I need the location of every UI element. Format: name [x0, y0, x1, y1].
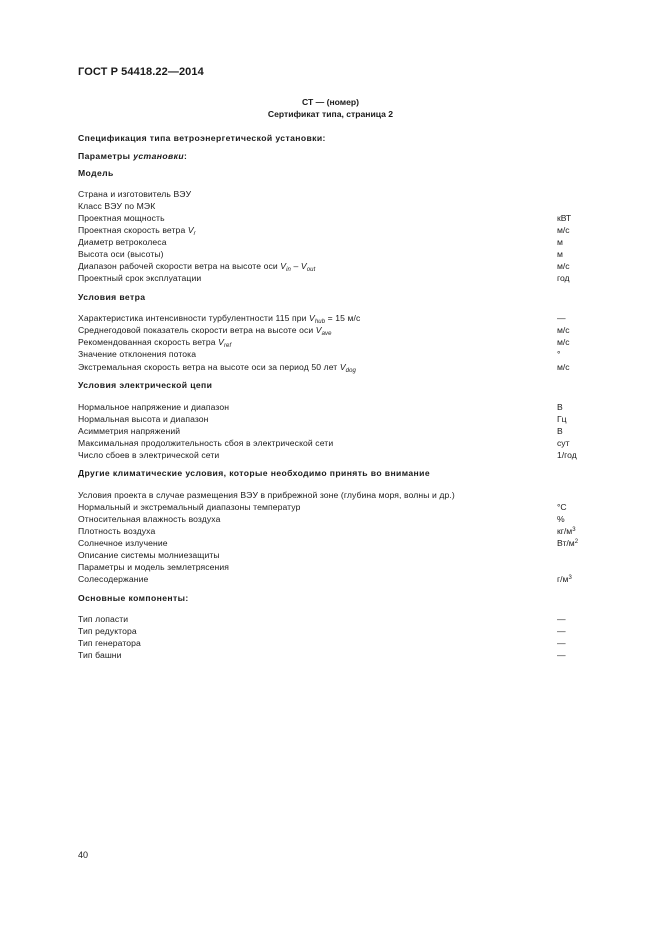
- climate-row: [78, 549, 593, 561]
- row-label: Диаметр ветроколеса: [78, 237, 167, 247]
- wind-row: [78, 336, 593, 348]
- wind-row: [78, 361, 593, 373]
- symbol-v: V: [308, 313, 315, 323]
- wind-row: [78, 324, 593, 336]
- symbol-v: V: [315, 325, 322, 335]
- parameters-suffix: :: [184, 151, 188, 161]
- symbol-subscript: in: [286, 267, 291, 273]
- row-label: Значение отклонения потока: [78, 349, 197, 359]
- row-label: [78, 260, 315, 272]
- row-unit: —: [557, 650, 566, 660]
- electric-row: [78, 425, 593, 437]
- row-unit: В: [557, 426, 563, 436]
- symbol-v: V: [300, 261, 307, 271]
- label-text: Экстремальная скорость ветра на высоте оси за период 50 лет: [78, 362, 340, 372]
- row-label: Солнечное излучение: [78, 538, 168, 548]
- row-unit: м: [557, 237, 563, 247]
- parameters-italic: установки: [133, 151, 185, 161]
- symbol-subscript: out: [306, 267, 316, 273]
- electric-row: [78, 401, 593, 413]
- row-unit: Гц: [557, 414, 567, 424]
- unit-exponent: 3: [568, 575, 572, 581]
- certificate-number: СТ — (номер): [301, 97, 360, 107]
- row-unit: [557, 525, 576, 537]
- row-unit: [557, 573, 572, 585]
- row-label: [78, 324, 332, 336]
- parameters-prefix: Параметры: [78, 151, 134, 161]
- symbol-subscript: dog: [345, 368, 356, 374]
- row-unit: 1/год: [557, 450, 577, 460]
- component-row: [78, 637, 593, 649]
- model-heading: Модель: [78, 168, 114, 178]
- label-suffix: = 15 м/с: [325, 313, 361, 323]
- symbol-v: V: [280, 261, 287, 271]
- component-row: [78, 613, 593, 625]
- row-label: Нормальный и экстремальный диапазоны температур: [78, 502, 301, 512]
- row-label: Максимальная продолжительность сбоя в электрической сети: [78, 438, 334, 448]
- row-label: Тип лопасти: [78, 614, 129, 624]
- climate-row: [78, 525, 593, 537]
- range-dash: –: [291, 261, 301, 271]
- label-text: Диапазон рабочей скорости ветра на высоте оси: [78, 261, 281, 271]
- electric-row: [78, 437, 593, 449]
- model-row: [78, 188, 593, 200]
- symbol-subscript: ave: [321, 331, 332, 337]
- row-label: Описание системы молниезащиты: [78, 550, 220, 560]
- row-label: [78, 336, 231, 348]
- row-label: Проектная мощность: [78, 213, 165, 223]
- model-row: [78, 248, 593, 260]
- label-text: Рекомендованная скорость ветра: [78, 337, 219, 347]
- row-unit: °С: [557, 502, 567, 512]
- model-row: [78, 212, 593, 224]
- electric-row: [78, 413, 593, 425]
- row-label: Плотность воздуха: [78, 526, 156, 536]
- row-label: Число сбоев в электрической сети: [78, 450, 220, 460]
- symbol-subscript: hub: [314, 319, 326, 325]
- row-unit: —: [557, 614, 566, 624]
- row-label: Страна и изготовитель ВЭУ: [78, 189, 192, 199]
- model-row: [78, 260, 593, 272]
- page-number: 40: [78, 850, 89, 860]
- row-unit: м/с: [557, 337, 570, 347]
- unit-text: Вт/м: [557, 538, 575, 548]
- row-label: Тип башни: [78, 650, 122, 660]
- components-heading: Основные компоненты:: [78, 593, 189, 603]
- label-text: Характеристика интенсивности турбулентности 115 при: [78, 313, 309, 323]
- row-unit: м/с: [557, 362, 570, 372]
- row-label: Условия проекта в случае размещения ВЭУ в прибрежной зоне (глубина моря, волны и др.): [78, 490, 455, 500]
- row-label: Относительная влажность воздуха: [78, 514, 221, 524]
- row-unit: В: [557, 402, 563, 412]
- row-label: Проектный срок эксплуатации: [78, 273, 202, 283]
- climate-heading: Другие климатические условия, которые необходимо принять во внимание: [78, 468, 431, 478]
- label-text: Среднегодовой показатель скорости ветра на высоте оси: [78, 325, 316, 335]
- row-label: [78, 361, 356, 373]
- symbol-v: V: [187, 225, 194, 235]
- climate-row: [78, 489, 593, 501]
- row-label: [78, 312, 360, 324]
- row-label: Солесодержание: [78, 574, 149, 584]
- model-row: [78, 272, 593, 284]
- unit-text: кг/м: [557, 526, 573, 536]
- wind-row: [78, 312, 593, 324]
- row-label: Нормальная высота и диапазон: [78, 414, 209, 424]
- model-row: [78, 200, 593, 212]
- row-label: [78, 224, 196, 236]
- row-unit: —: [557, 638, 566, 648]
- component-row: [78, 649, 593, 661]
- row-unit: м/с: [557, 225, 570, 235]
- row-label: Нормальное напряжение и диапазон: [78, 402, 230, 412]
- wind-row: [78, 348, 593, 360]
- certificate-page-title: Сертификат типа, страница 2: [267, 109, 394, 119]
- specification-title: Спецификация типа ветроэнергетической установки:: [78, 133, 326, 143]
- model-row: [78, 236, 593, 248]
- row-label: Тип генератора: [78, 638, 141, 648]
- row-unit: —: [557, 313, 566, 323]
- component-row: [78, 625, 593, 637]
- document-header: ГОСТ Р 54418.22—2014: [78, 66, 204, 78]
- unit-exponent: 2: [574, 539, 579, 545]
- unit-text: г/м: [557, 574, 569, 584]
- electric-row: [78, 449, 593, 461]
- unit-exponent: 3: [572, 527, 576, 533]
- symbol-v: V: [339, 362, 346, 372]
- wind-heading: Условия ветра: [78, 292, 146, 302]
- row-unit: м/с: [557, 261, 570, 271]
- climate-row: [78, 513, 593, 525]
- row-unit: %: [557, 514, 565, 524]
- parameters-heading: [78, 151, 187, 161]
- climate-row: [78, 537, 593, 549]
- row-label: Параметры и модель землетрясения: [78, 562, 230, 572]
- row-label: Тип редуктора: [78, 626, 137, 636]
- row-unit: год: [557, 273, 570, 283]
- row-unit: м: [557, 249, 563, 259]
- climate-row: [78, 561, 593, 573]
- row-unit: м/с: [557, 325, 570, 335]
- symbol-subscript: ref: [223, 343, 232, 349]
- row-unit: —: [557, 626, 566, 636]
- row-unit: кВТ: [557, 213, 572, 223]
- row-label: Класс ВЭУ по МЭК: [78, 201, 156, 211]
- model-row: [78, 224, 593, 236]
- climate-row: [78, 501, 593, 513]
- row-label: Асимметрия напряжений: [78, 426, 181, 436]
- climate-row: [78, 573, 593, 585]
- row-label: Высота оси (высоты): [78, 249, 164, 259]
- symbol-v: V: [218, 337, 224, 347]
- row-unit: сут: [557, 438, 570, 448]
- symbol-subscript: r: [193, 231, 196, 237]
- row-unit: [557, 537, 578, 549]
- electric-heading: Условия электрической цепи: [78, 380, 213, 390]
- label-text: Проектная скорость ветра: [78, 225, 188, 235]
- row-unit: °: [557, 349, 561, 359]
